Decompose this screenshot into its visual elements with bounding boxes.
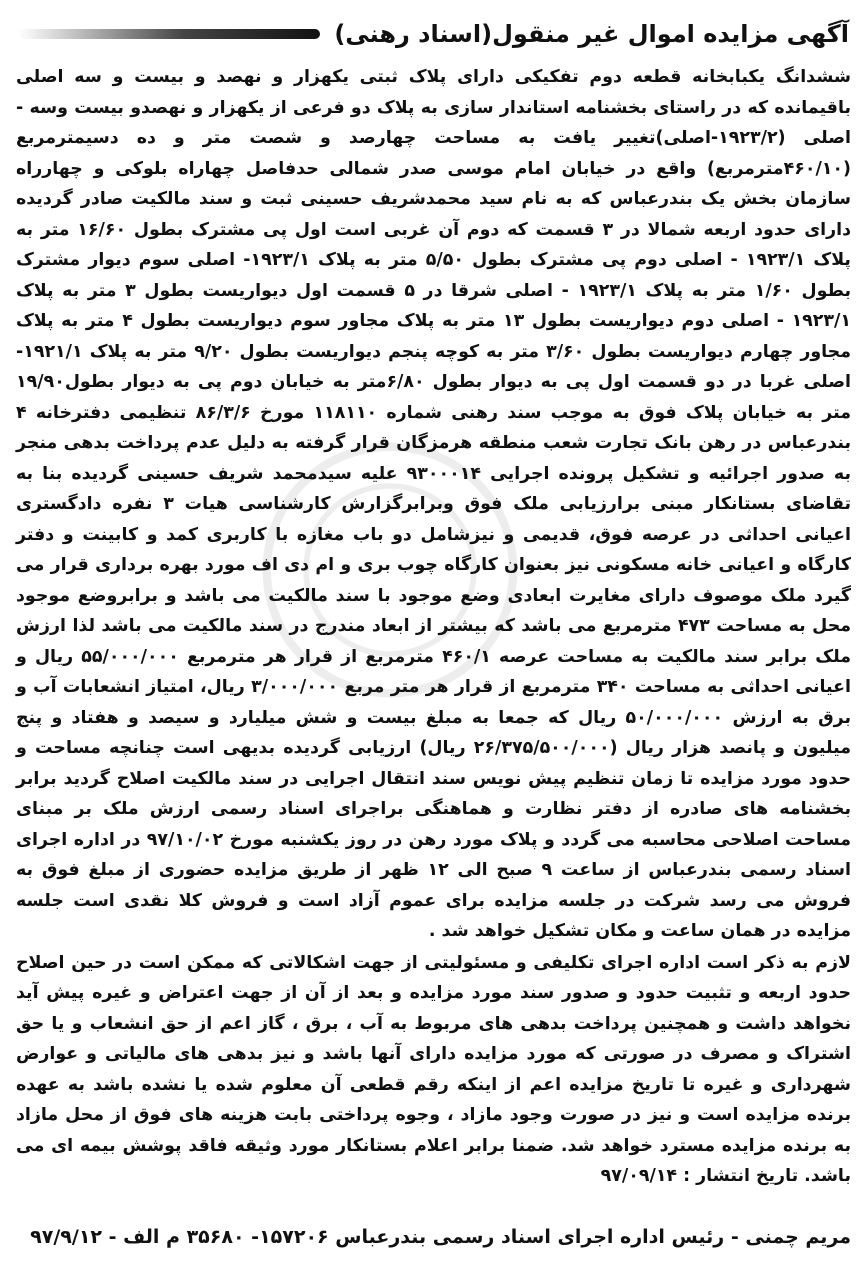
notice-paragraph-conditions: لازم به ذکر است اداره اجرای تکلیفی و مسئولیتی از جهت اشکالاتی که ممکن است در حین اصلاح حدود اربعه و تثبیت حدود و صدور سند مورد مزایده و بعد از آن از جهت اعتراض و غیره پیش آید نخواهد داشت و همچنین پرداخت بدهی های مربوط به آب ، برق ، گاز اعم از حق انشعاب و یا حق اشتراک و مصرف در صورتی که مورد مزایده دارای آنها باشد و نیز بدهی های مالیاتی و عوارض شهرداری و غیره تا تاریخ مزایده اعم از اینکه رقم قطعی آن معلوم شده یا نشده باشد به عهده برنده مزایده است و نیز در صورت وجود مازاد ، وجوه پرداختی بابت هزینه های فوق از محل مازاد به برنده مزایده مسترد خواهد شد. ضمنا برابر اعلام بستانکار مورد وثیقه فاقد پوشش بیمه ای می باشد. تاریخ انتشار : ۹۷/۰۹/۱۴	[16, 952, 851, 1186]
notice-title: آگهی مزایده اموال غیر منقول(اسناد رهنی)	[334, 20, 849, 48]
notice-paragraph-main: ششدانگ یکبابخانه قطعه دوم تفکیکی دارای پلاک ثبتی یکهزار و نهصد و بیست و سه اصلی باقیمانده که در راستای بخشنامه استاندار سازی به پلاک دو فرعی از یکهزار و نهصدو بیست وسه - اصلی (۱۹۲۳/۲-اصلی)تغییر یافت به مساحت چهارصد و شصت متر و ده دسیمترمربع (۴۶۰/۱۰مترمربع) واقع در خیابان امام موسی صدر شمالی حدفاصل چهاراه بلوکی و چهارراه سازمان بخش یک بندرعباس که به نام سید محمدشریف حسینی ثبت و سند مالکیت صادر گردیده دارای حدود اربعه شمالا در ۳ قسمت که دوم آن غربی است اول پی مشترک بطول ۱۶/۶۰ متر به پلاک ۱۹۲۳/۱ - اصلی دوم پی مشترک بطول ۵/۵۰ متر به پلاک ۱۹۲۳/۱- اصلی سوم دیوار مشترک بطول ۱/۶۰ متر به پلاک ۱۹۲۳/۱ - اصلی شرقا در ۵ قسمت اول دیواریست بطول ۳ متر به پلاک ۱۹۲۳/۱ - اصلی دوم دیواریست بطول ۱۳ متر به پلاک مجاور سوم دیواریست بطول ۴ متر به پلاک مجاور چهارم دیواریست بطول ۳/۶۰ متر به کوچه پنجم دیواریست بطول ۹/۲۰ متر به پلاک ۱۹۲۱/۱-اصلی غربا در دو قسمت اول پی به دیوار بطول ۶/۸۰متر به خیابان دوم پی به دیوار بطول۱۹/۹۰ متر به خیابان پلاک فوق به موجب سند رهنی شماره ۱۱۸۱۱۰ مورخ ۸۶/۳/۶ تنظیمی دفترخانه ۴ بندرعباس در رهن بانک تجارت شعب منطقه هرمزگان قرار گرفته به دلیل عدم پرداخت بدهی منجر به صدور اجرائیه و تشکیل پرونده اجرایی ۹۳۰۰۰۱۴ علیه سیدمحمد شریف حسینی گردیده بنا به تقاضای بستانکار مبنی برارزیابی ملک فوق وبرابرگزارش کارشناسی هیات ۳ نفره دادگستری اعیانی احداثی در عرصه فوق، قدیمی و نیزشامل دو باب مغازه با کاربری کمد و کابینت و دفتر کارگاه و اعیانی خانه مسکونی نیز بعنوان کارگاه چوب بری و ام دی اف مورد بهره برداری قرار می گیرد ملک موصوف دارای مغایرت ابعادی وضع موجود با سند مالکیت می باشد و برابروضع موجود محل به مساحت ۴۷۳ مترمربع می باشد که بیشتر از ابعاد مندرج در سند مالکیت می باشد لذا ارزش ملک برابر سند مالکیت به مساحت عرصه ۴۶۰/۱ مترمربع از قرار هر مترمربع ۵۵/۰۰۰/۰۰۰ ریال و اعیانی احداثی به مساحت ۳۴۰ مترمربع از قرار هر متر مربع ۳/۰۰۰/۰۰۰ ریال، امتیاز انشعابات آب و برق به ارزش ۵۰/۰۰۰/۰۰۰ ریال که جمعا به مبلغ بیست و شش میلیارد و سیصد و هفتاد و پنج میلیون و پانصد هزار ریال (۲۶/۳۷۵/۵۰۰/۰۰۰ ریال) ارزیابی گردیده بدیهی است چنانچه مساحت و حدود مورد مزایده تا زمان تنظیم پیش نویس سند انتقال اجرایی در سند مالکیت اصلاح گردید برابر بخشنامه های صادره از دفتر نظارت و هماهنگی براجرای اسناد رسمی ارزش ملک بر مبنای مساحت اصلاحی محاسبه می گردد و پلاک مورد رهن در روز یکشنبه مورخ ۹۷/۱۰/۰۲ در اداره اجرای اسناد رسمی بندرعباس از ساعت ۹ صبح الی ۱۲ ظهر از طریق مزایده حضوری از مبلغ فوق به فروش می رسد شرکت در جلسه مزایده برای عموم آزاد است و فروش کلا نقدی است جلسه مزایده در همان ساعت و مکان تشکیل خواهد شد .	[16, 67, 852, 941]
notice-body	[16, 62, 851, 1192]
notice-signature: مریم چمنی - رئیس اداره اجرای اسناد رسمی بندرعباس ۱۵۷۲۰۶- ۳۵۶۸۰ م الف - ۹۷/۹/۱۲	[30, 1226, 851, 1248]
title-rule	[18, 29, 320, 39]
notice-header	[18, 14, 849, 54]
